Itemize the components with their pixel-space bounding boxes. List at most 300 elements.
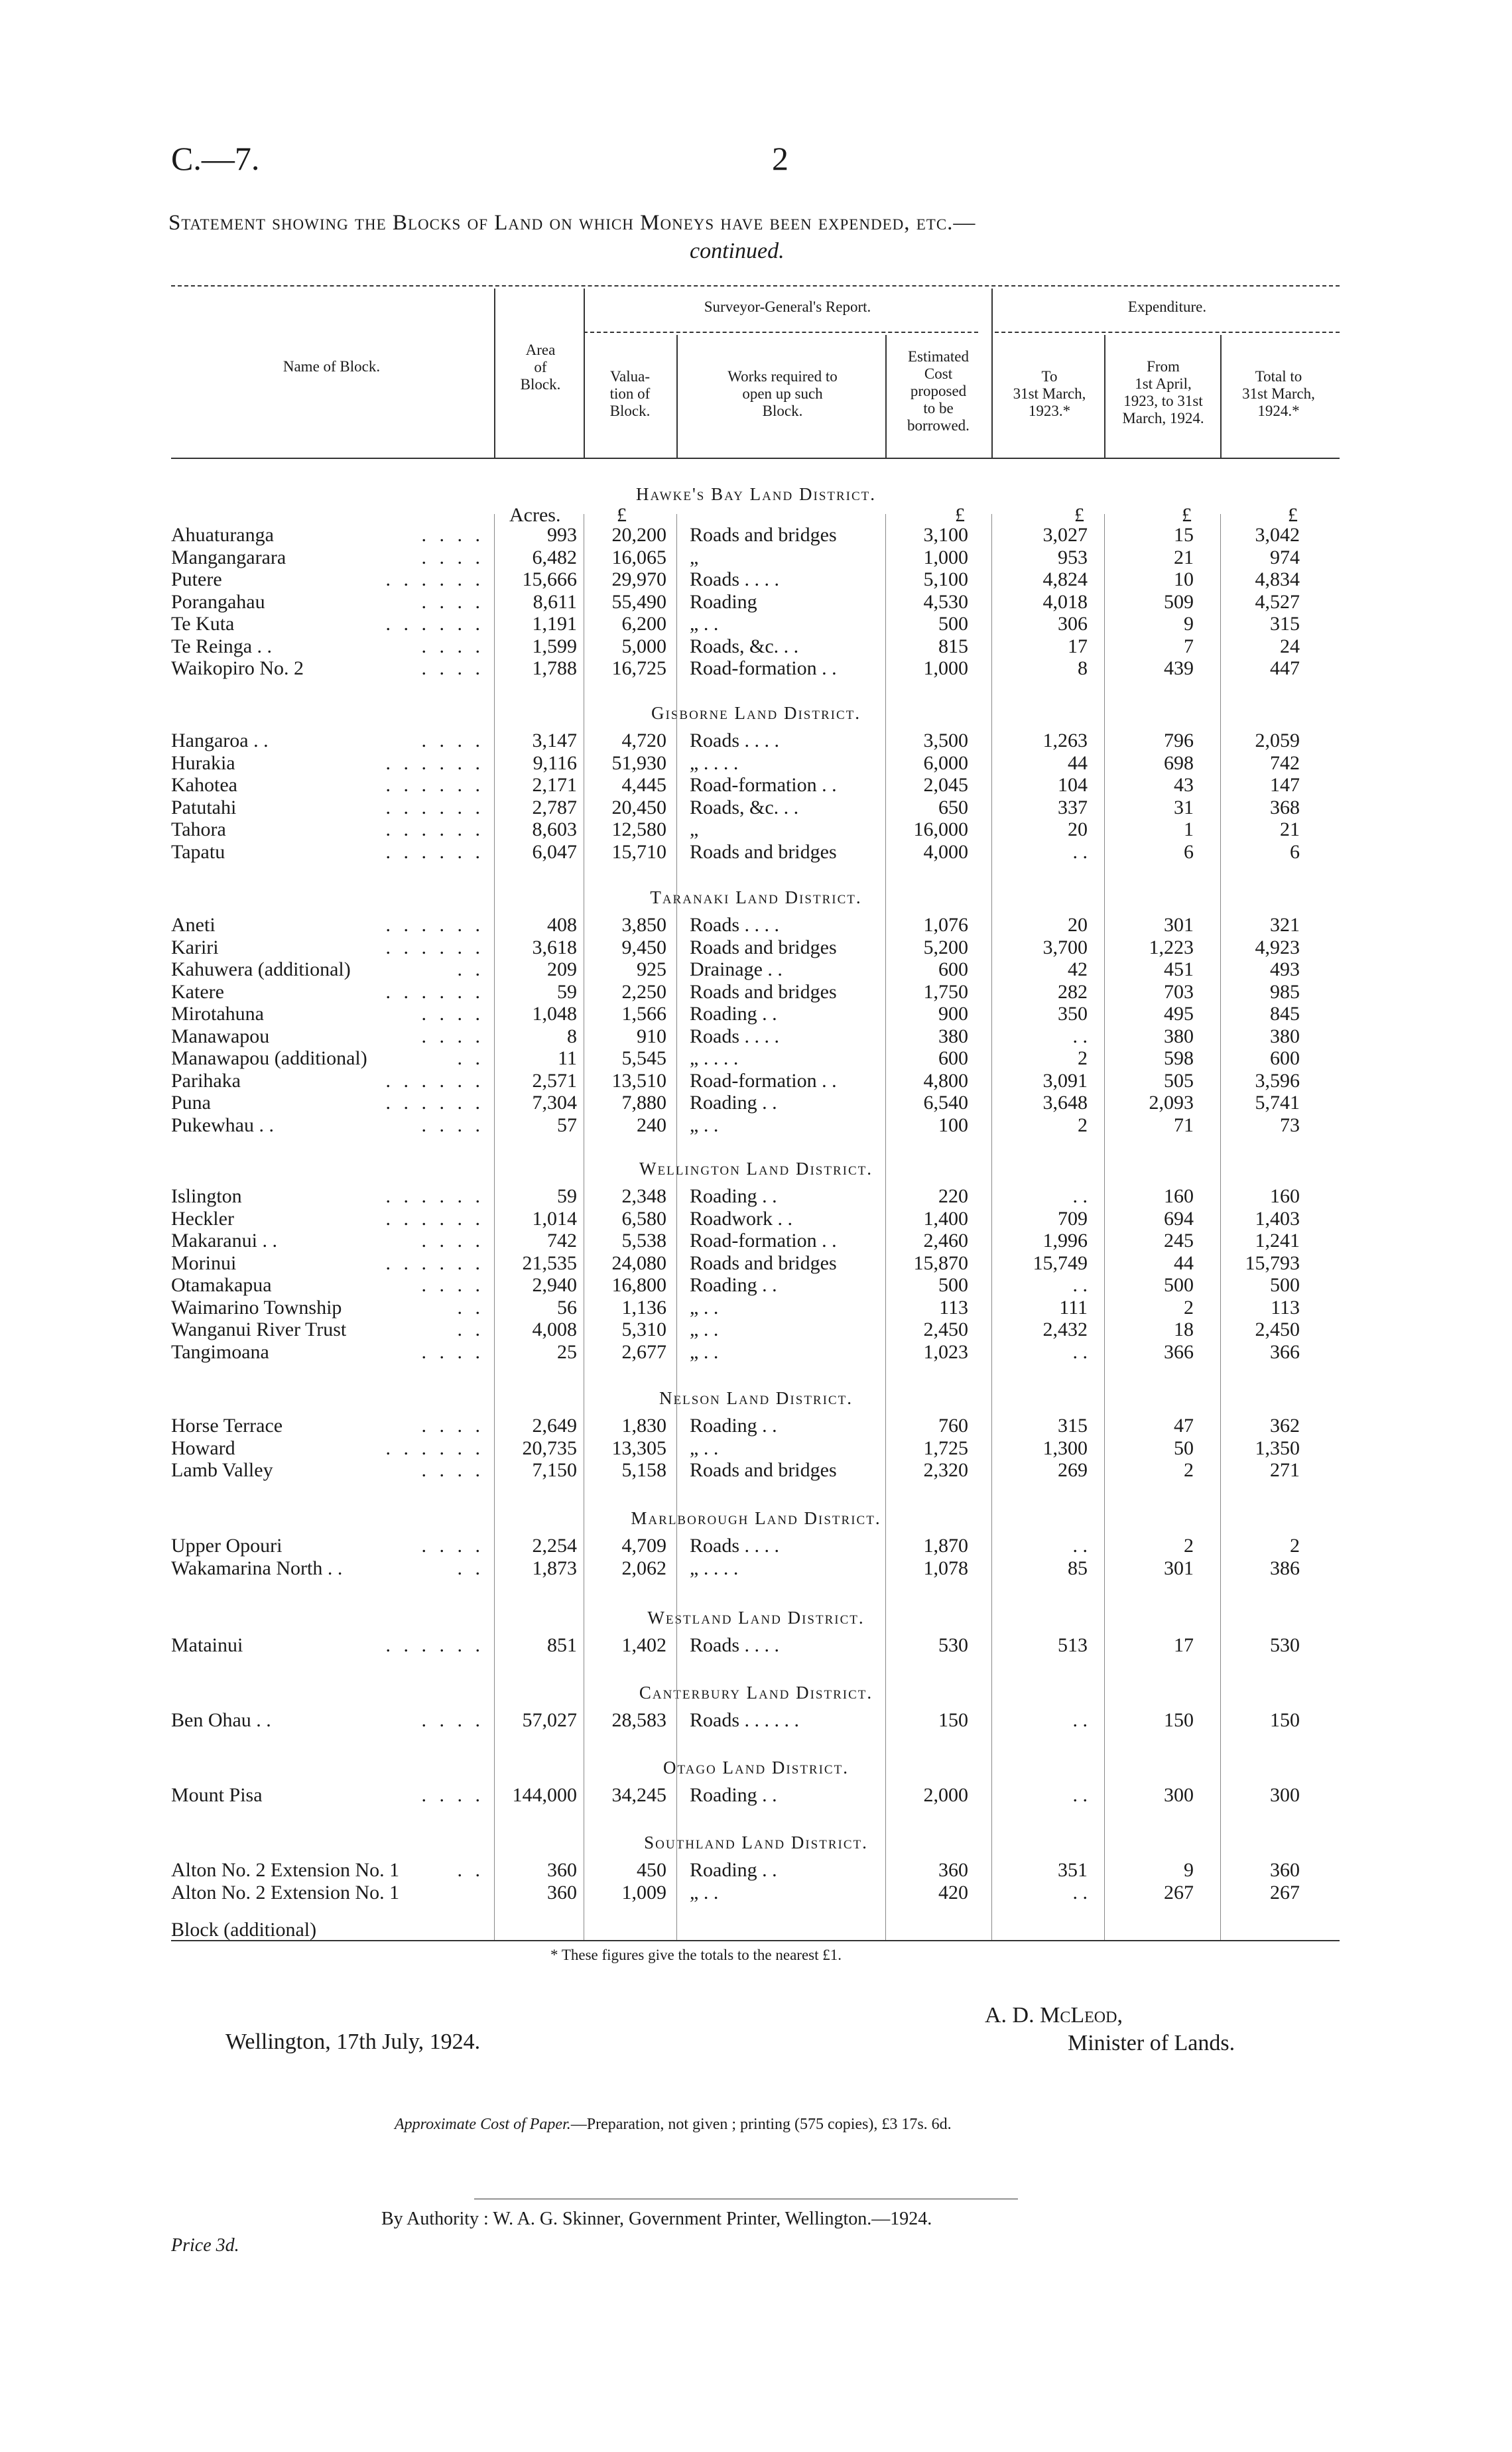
- expenditure-to-1923: 2,432: [1042, 1319, 1088, 1340]
- works-required: Roads, &c. . .: [690, 796, 799, 818]
- total-to-1924: 3,596: [1255, 1069, 1300, 1092]
- leader-dots: . . . .: [421, 1340, 484, 1363]
- block-valuation: 4,720: [621, 730, 666, 751]
- block-name: Waimarino Township: [171, 1296, 342, 1319]
- expenditure-1923-1924: 509: [1164, 590, 1194, 613]
- block-valuation: 3,850: [621, 914, 666, 936]
- block-name: Heckler: [171, 1207, 234, 1230]
- block-area: 15,666: [522, 568, 577, 590]
- land-district-heading: Canterbury Land District.: [639, 1683, 873, 1703]
- leader-dots: . . . . . .: [385, 1634, 484, 1656]
- leader-dots: . . . .: [421, 1230, 484, 1252]
- col-cost-header: Estimated Cost proposed to be borrowed.: [907, 348, 970, 434]
- table-row: [0, 1114, 1512, 1136]
- table-row: [0, 1437, 1512, 1459]
- leader-dots: . . . .: [421, 524, 484, 546]
- table-row: [0, 752, 1512, 774]
- block-valuation: 2,348: [621, 1185, 666, 1207]
- total-to-1924: 386: [1270, 1557, 1300, 1579]
- total-to-1924: 1,403: [1255, 1207, 1300, 1230]
- table-row: [0, 1230, 1512, 1252]
- expenditure-to-1923: . .: [1072, 1709, 1088, 1731]
- expenditure-to-1923: 2: [1078, 1047, 1088, 1069]
- estimated-cost: 530: [938, 1634, 968, 1656]
- total-to-1924: 4,834: [1255, 568, 1300, 590]
- table-row: [0, 818, 1512, 840]
- block-valuation: 5,158: [621, 1459, 666, 1481]
- expenditure-1923-1924: 43: [1174, 774, 1194, 796]
- block-valuation: 51,930: [611, 751, 666, 774]
- block-area: 1,048: [532, 1003, 577, 1025]
- block-area: 25: [557, 1340, 577, 1363]
- works-required: „ . . . .: [690, 1047, 739, 1069]
- table-row: [0, 914, 1512, 936]
- expenditure-1923-1924: 21: [1174, 546, 1194, 568]
- total-to-1924: 150: [1270, 1709, 1300, 1731]
- expenditure-1923-1924: 380: [1164, 1025, 1194, 1047]
- printer-authority: By Authority : W. A. G. Skinner, Government Printer, Wellington.—1924.: [381, 2209, 932, 2229]
- table-row: [0, 1634, 1512, 1656]
- expenditure-1923-1924: 245: [1164, 1230, 1194, 1252]
- land-district-heading: Hawke's Bay Land District.: [635, 484, 877, 504]
- block-name: Te Kuta: [171, 613, 235, 635]
- block-area: 851: [547, 1634, 577, 1656]
- land-district-heading: Taranaki Land District.: [650, 887, 862, 907]
- expenditure-to-1923: 282: [1058, 980, 1088, 1003]
- leader-dots: . . . . . .: [385, 796, 484, 818]
- leader-dots: . . . . . .: [385, 1092, 484, 1114]
- expenditure-to-1923: . .: [1072, 840, 1088, 863]
- header-divider: [885, 335, 887, 458]
- signature-place-date: Wellington, 17th July, 1924.: [225, 2030, 481, 2054]
- table-row: [0, 1297, 1512, 1319]
- expenditure-1923-1924: 698: [1164, 751, 1194, 774]
- works-required: Roading . .: [690, 1859, 777, 1881]
- expenditure-to-1923: . .: [1072, 1185, 1088, 1207]
- block-valuation: 15,710: [611, 840, 666, 863]
- total-to-1924: 530: [1270, 1634, 1300, 1656]
- expenditure-to-1923: . .: [1072, 1881, 1088, 1904]
- table-row: [0, 1341, 1512, 1363]
- col-area-header: Area of Block.: [520, 342, 561, 393]
- expenditure-to-1923: 351: [1058, 1859, 1088, 1881]
- block-valuation: 20,450: [611, 796, 666, 818]
- expenditure-1923-1924: 47: [1174, 1415, 1194, 1437]
- expenditure-to-1923: 4,018: [1042, 590, 1088, 613]
- total-to-1924: 2,059: [1255, 730, 1300, 751]
- block-area: 59: [557, 980, 577, 1003]
- block-name: Makaranui . .: [171, 1230, 277, 1252]
- expenditure-to-1923: 953: [1058, 546, 1088, 568]
- unit-total: £: [1288, 504, 1298, 526]
- block-name: Porangahau: [171, 590, 265, 613]
- block-area: 1,788: [532, 657, 577, 679]
- works-required: „ . .: [690, 1296, 719, 1319]
- block-area: 408: [547, 914, 577, 936]
- leader-dots: . . . .: [421, 546, 484, 568]
- signatory-role: Minister of Lands.: [1068, 2031, 1235, 2055]
- document-id: C.—7.: [171, 140, 260, 177]
- block-area: 360: [547, 1881, 577, 1904]
- block-name: Tahora: [171, 818, 226, 840]
- total-to-1924: 974: [1270, 546, 1300, 568]
- estimated-cost: 1,750: [923, 980, 968, 1003]
- estimated-cost: 2,450: [923, 1319, 968, 1340]
- leader-dots: . . . .: [421, 1114, 484, 1136]
- block-area: 2,940: [532, 1274, 577, 1296]
- unit-area: Acres.: [509, 504, 561, 526]
- column-divider: [991, 514, 992, 1940]
- block-name: Ben Ohau . .: [171, 1709, 271, 1731]
- block-area: 4,008: [532, 1319, 577, 1340]
- total-to-1924: 15,793: [1245, 1252, 1300, 1274]
- block-valuation: 1,830: [621, 1415, 666, 1437]
- works-required: Roading . .: [690, 1415, 777, 1437]
- price: Price 3d.: [171, 2235, 239, 2256]
- estimated-cost: 1,725: [923, 1437, 968, 1459]
- works-required: Roading . .: [690, 1784, 777, 1806]
- block-name: Pukewhau . .: [171, 1114, 274, 1136]
- estimated-cost: 500: [938, 1274, 968, 1296]
- total-to-1924: 2: [1290, 1535, 1300, 1557]
- total-to-1924: 1,350: [1255, 1437, 1300, 1459]
- unit-valuation: £: [617, 504, 627, 526]
- expenditure-to-1923: 1,263: [1042, 730, 1088, 751]
- total-to-1924: 742: [1270, 751, 1300, 774]
- block-name: Alton No. 2 Extension No. 1: [171, 1859, 400, 1881]
- land-district-heading: Southland Land District.: [644, 1833, 868, 1852]
- block-area: 1,599: [532, 635, 577, 657]
- leader-dots: . . . .: [421, 730, 484, 751]
- estimated-cost: 4,800: [923, 1069, 968, 1092]
- table-row: [0, 547, 1512, 568]
- leader-dots: . .: [457, 1319, 484, 1340]
- block-valuation: 5,538: [621, 1230, 666, 1252]
- leader-dots: . .: [457, 1047, 484, 1069]
- block-area: 6,047: [532, 840, 577, 863]
- block-valuation: 4,709: [621, 1535, 666, 1557]
- expenditure-1923-1924: 2: [1184, 1535, 1194, 1557]
- block-valuation: 1,566: [621, 1003, 666, 1025]
- land-district-heading: Otago Land District.: [663, 1758, 849, 1777]
- block-valuation: 12,580: [611, 818, 666, 840]
- expenditure-1923-1924: 267: [1164, 1881, 1194, 1904]
- block-name: Upper Opouri: [171, 1535, 283, 1557]
- table-row: [0, 1709, 1512, 1731]
- block-valuation: 450: [637, 1859, 666, 1881]
- table-row: [0, 1047, 1512, 1069]
- block-area: 3,618: [532, 936, 577, 958]
- expenditure-1923-1924: 10: [1174, 568, 1194, 590]
- block-area: 8: [567, 1025, 577, 1047]
- expenditure-1923-1924: 2: [1184, 1296, 1194, 1319]
- block-name: Parihaka: [171, 1069, 241, 1092]
- expenditure-to-1923: 17: [1068, 635, 1088, 657]
- block-name: Matainui: [171, 1634, 243, 1656]
- estimated-cost: 650: [938, 796, 968, 818]
- expenditure-to-1923: 3,091: [1042, 1069, 1088, 1092]
- estimated-cost: 1,870: [923, 1535, 968, 1557]
- leader-dots: . . . .: [421, 1459, 484, 1481]
- expenditure-to-1923: 315: [1058, 1415, 1088, 1437]
- works-required: Roading . .: [690, 1185, 777, 1207]
- expenditure-to-1923: . .: [1072, 1784, 1088, 1806]
- works-required: Roads, &c. . .: [690, 635, 799, 657]
- block-valuation: 1,402: [621, 1634, 666, 1656]
- land-district-heading: Marlborough Land District.: [631, 1508, 881, 1528]
- estimated-cost: 4,530: [923, 590, 968, 613]
- expenditure-to-1923: 269: [1058, 1459, 1088, 1481]
- estimated-cost: 15,870: [913, 1252, 968, 1274]
- block-valuation: 2,250: [621, 980, 666, 1003]
- expenditure-1923-1924: 366: [1164, 1340, 1194, 1363]
- leader-dots: . . . . . .: [385, 840, 484, 863]
- leader-dots: . . . . . .: [385, 1252, 484, 1274]
- total-to-1924: 4,923: [1255, 936, 1300, 958]
- total-to-1924: 3,042: [1255, 524, 1300, 546]
- block-valuation: 55,490: [611, 590, 666, 613]
- expenditure-rule: [995, 332, 1340, 333]
- total-to-1924: 360: [1270, 1859, 1300, 1881]
- column-divider: [494, 514, 495, 1940]
- block-valuation: 13,305: [611, 1437, 666, 1459]
- total-to-1924: 315: [1270, 613, 1300, 635]
- table-row: [0, 1535, 1512, 1557]
- expenditure-to-1923: 337: [1058, 796, 1088, 818]
- block-valuation: 5,545: [621, 1047, 666, 1069]
- block-name: Otamakapua: [171, 1274, 272, 1296]
- col-valuation-header: Valua- tion of Block.: [609, 368, 651, 419]
- expenditure-1923-1924: 17: [1174, 1634, 1194, 1656]
- expenditure-to-1923: 513: [1058, 1634, 1088, 1656]
- block-area: 8,611: [533, 590, 577, 613]
- expenditure-1923-1924: 160: [1164, 1185, 1194, 1207]
- block-name: Te Reinga . .: [171, 635, 273, 657]
- block-name: Islington: [171, 1185, 242, 1207]
- leader-dots: . .: [457, 1859, 484, 1881]
- block-area: 8,603: [532, 818, 577, 840]
- total-to-1924: 500: [1270, 1274, 1300, 1296]
- block-valuation: 6,200: [621, 613, 666, 635]
- total-to-1924: 493: [1270, 958, 1300, 980]
- expenditure-1923-1924: 1: [1184, 818, 1194, 840]
- total-to-1924: 366: [1270, 1340, 1300, 1363]
- works-required: Roads . . . .: [690, 1025, 779, 1047]
- expenditure-to-1923: 306: [1058, 613, 1088, 635]
- table-row: [0, 1070, 1512, 1092]
- leader-dots: . . . . . .: [385, 980, 484, 1003]
- block-area: 1,873: [532, 1557, 577, 1579]
- block-valuation: 925: [637, 958, 666, 980]
- table-row: [0, 1557, 1512, 1579]
- block-area: 1,191: [532, 613, 577, 635]
- expenditure-1923-1924: 9: [1184, 613, 1194, 635]
- expenditure-1923-1924: 2,093: [1149, 1092, 1194, 1114]
- leader-dots: . .: [457, 1296, 484, 1319]
- block-name: Putere: [171, 568, 222, 590]
- total-to-1924: 5,741: [1255, 1092, 1300, 1114]
- table-top-rule: [171, 285, 1340, 287]
- table-row: [0, 958, 1512, 980]
- block-valuation: 5,310: [621, 1319, 666, 1340]
- block-valuation: 1,009: [621, 1881, 666, 1904]
- expenditure-1923-1924: 31: [1174, 796, 1194, 818]
- expenditure-1923-1924: 694: [1164, 1207, 1194, 1230]
- estimated-cost: 900: [938, 1003, 968, 1025]
- table-row: [0, 1274, 1512, 1296]
- col-total-header: Total to 31st March, 1924.*: [1242, 368, 1315, 419]
- block-valuation: 34,245: [611, 1784, 666, 1806]
- works-required: Roads and bridges: [690, 840, 837, 863]
- expenditure-1923-1924: 439: [1164, 657, 1194, 679]
- signatory-name: A. D. McLeod,: [985, 2003, 1123, 2028]
- block-valuation: 24,080: [611, 1252, 666, 1274]
- estimated-cost: 500: [938, 613, 968, 635]
- expenditure-to-1923: 44: [1068, 751, 1088, 774]
- leader-dots: . . . .: [421, 590, 484, 613]
- expenditure-1923-1924: 2: [1184, 1459, 1194, 1481]
- block-valuation: 16,800: [611, 1274, 666, 1296]
- expenditure-1923-1924: 150: [1164, 1709, 1194, 1731]
- table-row: [0, 1208, 1512, 1230]
- block-valuation: 20,200: [611, 524, 666, 546]
- expenditure-to-1923: 8: [1078, 657, 1088, 679]
- expenditure-1923-1924: 71: [1174, 1114, 1194, 1136]
- block-area: 56: [557, 1296, 577, 1319]
- estimated-cost: 150: [938, 1709, 968, 1731]
- leader-dots: . . . . . .: [385, 1185, 484, 1207]
- estimated-cost: 600: [938, 958, 968, 980]
- expenditure-1923-1924: 18: [1174, 1319, 1194, 1340]
- estimated-cost: 815: [938, 635, 968, 657]
- leader-dots: . . . . . .: [385, 568, 484, 590]
- expenditure-to-1923: 2: [1078, 1114, 1088, 1136]
- paper-cost-note: Approximate Cost of Paper.—Preparation, not given ; printing (575 copies), £3 17s. 6d.: [395, 2116, 952, 2133]
- works-required: „: [690, 546, 699, 568]
- works-required: Road-formation . .: [690, 657, 837, 679]
- total-to-1924: 447: [1270, 657, 1300, 679]
- block-name: Manawapou: [171, 1025, 270, 1047]
- leader-dots: . . . .: [421, 1709, 484, 1731]
- estimated-cost: 3,100: [923, 524, 968, 546]
- expenditure-1923-1924: 7: [1184, 635, 1194, 657]
- header-divider: [676, 335, 678, 458]
- estimated-cost: 1,076: [923, 914, 968, 936]
- leader-dots: . . . . . .: [385, 914, 484, 936]
- estimated-cost: 4,000: [923, 840, 968, 863]
- table-row: [0, 774, 1512, 796]
- block-area: 59: [557, 1185, 577, 1207]
- works-required: „ . .: [690, 1881, 719, 1904]
- table-row: [0, 524, 1512, 546]
- expenditure-1923-1924: 6: [1184, 840, 1194, 863]
- header-divider: [494, 289, 495, 458]
- expenditure-to-1923: 1,996: [1042, 1230, 1088, 1252]
- total-to-1924: 2,450: [1255, 1319, 1300, 1340]
- table-row: [0, 1319, 1512, 1340]
- expenditure-1923-1924: 495: [1164, 1003, 1194, 1025]
- total-to-1924: 160: [1270, 1185, 1300, 1207]
- block-name: Wanganui River Trust: [171, 1319, 347, 1340]
- total-to-1924: 321: [1270, 914, 1300, 936]
- expenditure-to-1923: 4,824: [1042, 568, 1088, 590]
- table-row: [0, 657, 1512, 679]
- expenditure-1923-1924: 44: [1174, 1252, 1194, 1274]
- estimated-cost: 6,540: [923, 1092, 968, 1114]
- works-required: „ . .: [690, 1319, 719, 1340]
- total-to-1924: 600: [1270, 1047, 1300, 1069]
- col-works-header: Works required to open up such Block.: [727, 368, 838, 419]
- block-area: 6,482: [532, 546, 577, 568]
- works-required: Roadwork . .: [690, 1207, 792, 1230]
- leader-dots: . . . .: [421, 1415, 484, 1437]
- expenditure-1923-1924: 598: [1164, 1047, 1194, 1069]
- header-divider: [991, 289, 993, 458]
- works-required: Roading . .: [690, 1092, 777, 1114]
- col-name-header: Name of Block.: [283, 358, 381, 375]
- table-bottom-rule: [171, 1940, 1340, 1941]
- surveyor-rule: [584, 332, 978, 333]
- estimated-cost: 1,078: [923, 1557, 968, 1579]
- block-valuation: 29,970: [611, 568, 666, 590]
- table-row: [0, 797, 1512, 818]
- expenditure-to-1923: 709: [1058, 1207, 1088, 1230]
- table-row: [0, 1859, 1512, 1881]
- works-required: „: [690, 818, 699, 840]
- table-row: [0, 936, 1512, 958]
- estimated-cost: 113: [939, 1296, 968, 1319]
- column-divider: [1220, 514, 1221, 1940]
- estimated-cost: 380: [938, 1025, 968, 1047]
- statement-title-continued: continued.: [690, 239, 785, 263]
- block-area: 2,787: [532, 796, 577, 818]
- leader-dots: . . . . . .: [385, 1437, 484, 1459]
- block-valuation: 240: [637, 1114, 666, 1136]
- block-area: 2,571: [532, 1069, 577, 1092]
- block-name: Puna: [171, 1092, 211, 1114]
- works-required: Roads . . . . . .: [690, 1709, 799, 1731]
- leader-dots: . .: [457, 958, 484, 980]
- block-area: 1,014: [532, 1207, 577, 1230]
- total-to-1924: 113: [1271, 1296, 1300, 1319]
- block-name: Wakamarina North . .: [171, 1557, 343, 1579]
- block-area: 209: [547, 958, 577, 980]
- unit-cost: £: [955, 504, 965, 526]
- block-name: Manawapou (additional): [171, 1047, 367, 1069]
- total-to-1924: 6: [1290, 840, 1300, 863]
- col-expenditure-header: Expenditure.: [1127, 298, 1207, 315]
- table-row: [0, 1252, 1512, 1274]
- expenditure-1923-1924: 301: [1164, 914, 1194, 936]
- table-row: [0, 981, 1512, 1003]
- expenditure-1923-1924: 500: [1164, 1274, 1194, 1296]
- estimated-cost: 5,200: [923, 936, 968, 958]
- works-required: Roads and bridges: [690, 1459, 837, 1481]
- block-area: 21,535: [522, 1252, 577, 1274]
- block-valuation: 1,136: [621, 1296, 666, 1319]
- table-row: [0, 1415, 1512, 1437]
- block-name: Mount Pisa: [171, 1784, 263, 1806]
- leader-dots: . . . . . .: [385, 774, 484, 796]
- block-valuation: 4,445: [621, 774, 666, 796]
- table-row: [0, 591, 1512, 613]
- header-divider: [1220, 335, 1222, 458]
- works-required: Roading . .: [690, 1274, 777, 1296]
- block-name: Mirotahuna: [171, 1003, 264, 1025]
- total-to-1924: 985: [1270, 980, 1300, 1003]
- page-number: 2: [772, 140, 788, 177]
- works-required: Roads . . . .: [690, 1634, 779, 1656]
